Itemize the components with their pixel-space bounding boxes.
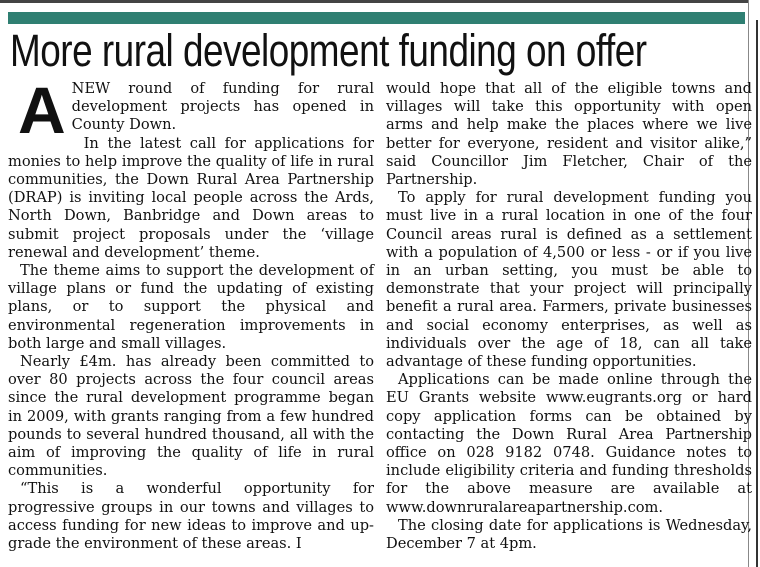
- closing-paragraph: The closing date for applications is Wednesday, December 7 at 4pm.: [386, 516, 752, 553]
- column-rule: [756, 20, 758, 567]
- body-paragraph: The theme aims to support the development of village plans or fund the updating of existing plans, or to support the physical and environmental regeneration improvements in both large and small villages.: [8, 262, 374, 352]
- lead-text: NEW round of funding for rural development projects has opened in County Down.: [71, 80, 374, 134]
- body-paragraph: In the latest call for applications for monies to help improve the quality of life in rural communities, the Down Rural Area Partnership (DRAP) is inviting local people across the Ards, North Down, Banbridge and Down areas to submit project proposals under the ‘village renewal and development’ theme.: [8, 134, 374, 261]
- article-column-right: [386, 80, 752, 553]
- body-paragraph: Applications can be made online through the EU Grants website www.eugrants.org or hard copy application forms can be obtained by contacting the Down Rural Area Partnership office on 028 9182 0748. Guidance notes to include eligibility criteria and funding thresholds for the above measure are available at www.downruralareapartnership.com.: [386, 371, 752, 516]
- section-color-bar: [8, 12, 745, 24]
- body-paragraph: Nearly £4m. has already been committed to over 80 projects across the four council areas since the rural development programme began in 2009, with grants ranging from a few hundred pounds to several hundred thousand, all with the aim of improving the quality of life in rural communities.: [8, 353, 374, 480]
- article-column-left: [8, 73, 374, 553]
- headline: More rural development funding on offer: [10, 25, 647, 76]
- body-paragraph: To apply for rural development funding you must live in a rural location in one of the four Council areas rural is defined as a settlement with a population of 4,500 or less - or if you live in an urban setting, you must be able to demonstrate that your project will principally benefit a rural area. Farmers, private businesses and social economy enterprises, as well as individuals over the age of 18, can all take advantage of these funding opportunities.: [386, 189, 752, 371]
- drop-cap: A: [18, 73, 66, 147]
- lead-paragraph: [8, 73, 374, 147]
- quote-continuation: would hope that all of the eligible towns and villages will take this opportunity with open arms and help make the places where we live better for everyone, resident and visitor alike,” said Councillor Jim Fletcher, Chair of the Partnership.: [386, 80, 752, 189]
- top-frame-line: [0, 0, 748, 3]
- quote-paragraph: “This is a wonderful opportunity for progressive groups in our towns and villages to access funding for new ideas to improve and up-grade the environment of these areas. I: [8, 480, 374, 553]
